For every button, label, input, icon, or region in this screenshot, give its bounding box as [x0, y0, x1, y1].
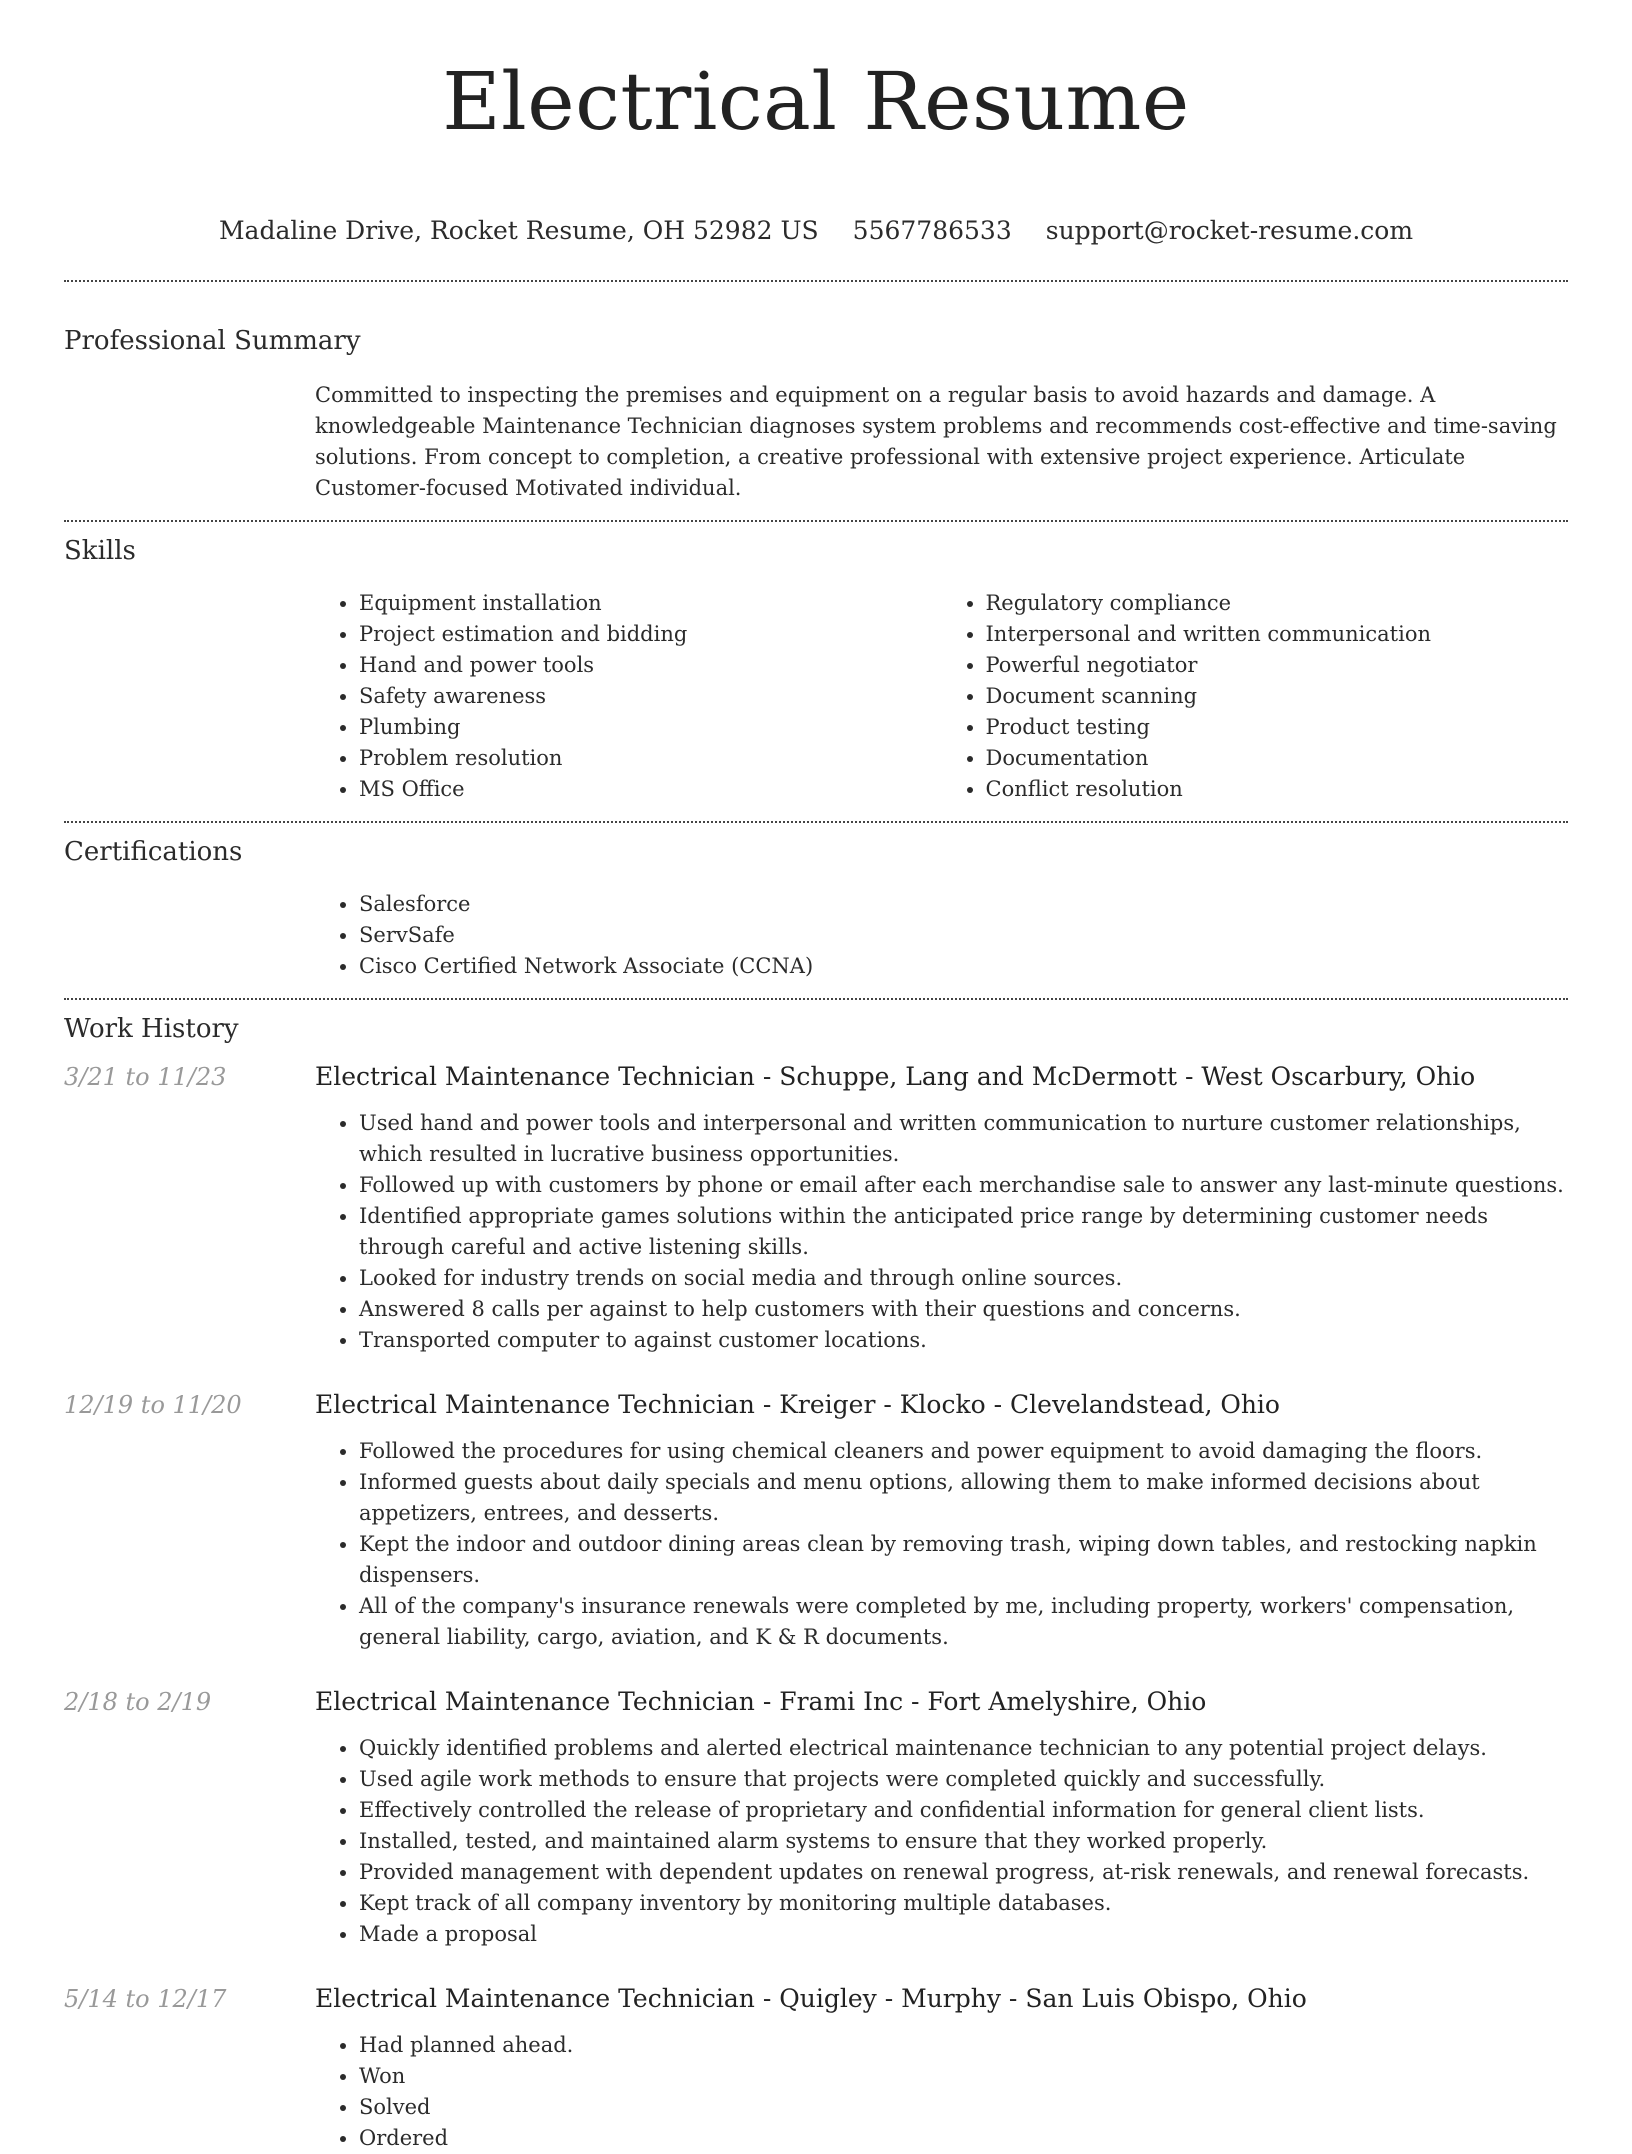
skill-item: • Plumbing: [359, 712, 942, 743]
skill-item: • Project estimation and bidding: [359, 619, 942, 650]
skill-item: • Interpersonal and written communication: [986, 619, 1569, 650]
job-details: [315, 1982, 1568, 2154]
resume-title: Electrical Resume: [442, 55, 1190, 148]
job-bullets: [315, 2030, 1568, 2154]
job-bullet: • Effectively controlled the release of proprietary and confidential information for general client lists.: [359, 1795, 1568, 1826]
skill-item: • Equipment installation: [359, 588, 942, 619]
skill-item: • Product testing: [986, 712, 1569, 743]
job-bullet: • Ordered: [359, 2123, 1568, 2154]
skill-item: • Regulatory compliance: [986, 588, 1569, 619]
job-entry: [64, 1982, 1568, 2154]
job-bullet: • Kept the indoor and outdoor dining areas clean by removing trash, wiping down tables, and restocking napkin dispensers.: [359, 1529, 1568, 1591]
job-bullet: • Made a proposal: [359, 1919, 1568, 1950]
job-dates: 12/19 to 11/20: [64, 1391, 242, 1419]
section-divider: [64, 280, 1568, 282]
section-heading: Professional Summary: [64, 326, 361, 356]
job-entry: [64, 1685, 1568, 1950]
skill-item: • Documentation: [986, 743, 1569, 774]
skill-item: • Problem resolution: [359, 743, 942, 774]
job-dates: 3/21 to 11/23: [64, 1063, 227, 1091]
contact-email: support@rocket-resume.com: [1045, 216, 1414, 245]
skill-item: • Conflict resolution: [986, 774, 1569, 805]
job-details: [315, 1060, 1568, 1356]
job-entry: [64, 1388, 1568, 1653]
skill-item: • Hand and power tools: [359, 650, 942, 681]
job-bullet: • Looked for industry trends on social media and through online sources.: [359, 1263, 1568, 1294]
skills-columns: [315, 588, 1568, 805]
job-bullet: • Used hand and power tools and interpersonal and written communication to nurture customer relationships, which resulted in lucrative business opportunities.: [359, 1108, 1568, 1170]
certifications-body: [315, 889, 1568, 982]
job-bullet: • Transported computer to against customer locations.: [359, 1325, 1568, 1356]
job-entry: [64, 1060, 1568, 1356]
certifications-section: [64, 835, 1568, 982]
skill-item: • Safety awareness: [359, 681, 942, 712]
job-bullet: • Had planned ahead.: [359, 2030, 1568, 2061]
job-bullet: • Provided management with dependent updates on renewal progress, at-risk renewals, and renewal forecasts.: [359, 1857, 1568, 1888]
contact-line: [64, 214, 1568, 248]
job-bullet: • Solved: [359, 2092, 1568, 2123]
skill-item: • Document scanning: [986, 681, 1569, 712]
job-details: [315, 1685, 1568, 1950]
skills-section: [64, 534, 1568, 805]
section-divider: [64, 520, 1568, 522]
job-bullet: • Installed, tested, and maintained alarm systems to ensure that they worked properly.: [359, 1826, 1568, 1857]
job-bullets: [315, 1108, 1568, 1356]
certification-item: • Salesforce: [359, 889, 1568, 920]
job-title: Electrical Maintenance Technician - Kreiger - Klocko - Clevelandstead, Ohio: [315, 1390, 1280, 1419]
job-details: [315, 1388, 1568, 1653]
job-bullet: • Answered 8 calls per against to help customers with their questions and concerns.: [359, 1294, 1568, 1325]
section-divider: [64, 821, 1568, 823]
job-bullet: • Informed guests about daily specials and menu options, allowing them to make informed decisions about appetizers, entrees, and desserts.: [359, 1467, 1568, 1529]
section-heading: Work History: [64, 1014, 239, 1044]
job-bullets: [315, 1733, 1568, 1950]
job-bullets: [315, 1436, 1568, 1653]
certifications-list: [315, 889, 1568, 982]
job-bullet: • Identified appropriate games solutions within the anticipated price range by determining customer needs through careful and active listening skills.: [359, 1201, 1568, 1263]
skill-item: • Powerful negotiator: [986, 650, 1569, 681]
certification-item: • ServSafe: [359, 920, 1568, 951]
job-title: Electrical Maintenance Technician - Schuppe, Lang and McDermott - West Oscarbury, Ohio: [315, 1062, 1476, 1091]
skills-list-right: [942, 588, 1569, 805]
summary-text: Committed to inspecting the premises and equipment on a regular basis to avoid hazards and damage. A knowledgeable Maintenance Technician diagnoses system problems and recommends cost-effective and time-saving solutions. From concept to completion, a creative professional with extensive project experience. Articulate Customer-focused Motivated individual.: [315, 383, 1557, 500]
job-bullet: • Used agile work methods to ensure that projects were completed quickly and successfully.: [359, 1764, 1568, 1795]
section-divider: [64, 998, 1568, 1000]
jobs-list: [64, 1060, 1568, 2154]
contact-address: Madaline Drive, Rocket Resume, OH 52982 US: [218, 216, 819, 245]
professional-summary-section: [64, 324, 1568, 504]
certification-item: • Cisco Certified Network Associate (CCNA): [359, 951, 1568, 982]
skill-item: • MS Office: [359, 774, 942, 805]
job-title: Electrical Maintenance Technician - Quigley - Murphy - San Luis Obispo, Ohio: [315, 1984, 1307, 2013]
section-heading: Certifications: [64, 837, 243, 867]
job-dates: 2/18 to 2/19: [64, 1688, 212, 1716]
job-bullet: • Kept track of all company inventory by monitoring multiple databases.: [359, 1888, 1568, 1919]
job-bullet: • Quickly identified problems and alerted electrical maintenance technician to any potential project delays.: [359, 1733, 1568, 1764]
work-history-section: [64, 1012, 1568, 2154]
job-bullet: • All of the company's insurance renewals were completed by me, including property, workers' compensation, general liability, cargo, aviation, and K & R documents.: [359, 1591, 1568, 1653]
section-heading: Skills: [64, 536, 136, 566]
contact-phone: 5567786533: [852, 216, 1012, 245]
skills-list-left: [315, 588, 942, 805]
job-title: Electrical Maintenance Technician - Frami Inc - Fort Amelyshire, Ohio: [315, 1687, 1207, 1716]
job-bullet: • Followed the procedures for using chemical cleaners and power equipment to avoid damaging the floors.: [359, 1436, 1568, 1467]
job-dates: 5/14 to 12/17: [64, 1985, 227, 2013]
job-bullet: • Won: [359, 2061, 1568, 2092]
job-bullet: • Followed up with customers by phone or email after each merchandise sale to answer any last-minute questions.: [359, 1170, 1568, 1201]
